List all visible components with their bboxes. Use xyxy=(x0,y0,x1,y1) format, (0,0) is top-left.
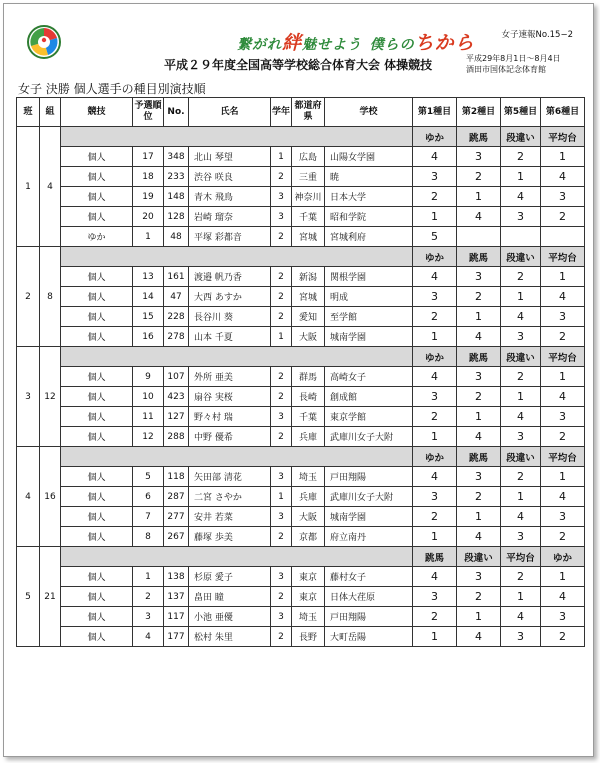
table-row: 個人 11 127 野々村 瑞 3 千葉 東京学館 2 1 4 3 xyxy=(17,407,585,427)
order-table xyxy=(16,97,585,647)
event-label: 跳馬 xyxy=(457,127,501,147)
group-event-row xyxy=(17,547,585,567)
event-label: 段違い xyxy=(501,447,541,467)
event-label: 段違い xyxy=(501,347,541,367)
event-label: ゆか xyxy=(541,547,585,567)
event-label: 跳馬 xyxy=(413,547,457,567)
event-label: 平均台 xyxy=(541,347,585,367)
han-cell: 2 xyxy=(17,247,40,347)
col-event-2: 第2種目 xyxy=(457,98,501,127)
table-row: 個人 3 117 小池 亜優 3 埼玉 戸田翔陽 2 1 4 3 xyxy=(17,607,585,627)
table-row: ゆか 1 48 平塚 彩都音 2 宮城 宮城利府 5 xyxy=(17,227,585,247)
event-label: 平均台 xyxy=(541,127,585,147)
event-label: 平均台 xyxy=(501,547,541,567)
col-pref: 都道府県 xyxy=(292,98,325,127)
group-event-row xyxy=(17,347,585,367)
event-label: 平均台 xyxy=(541,447,585,467)
event-label: 跳馬 xyxy=(457,247,501,267)
kumi-cell: 4 xyxy=(40,127,61,247)
col-kumi: 組 xyxy=(40,98,61,127)
table-row: 個人 18 233 渋谷 咲良 2 三重 暁 3 2 1 4 xyxy=(17,167,585,187)
event-label: ゆか xyxy=(413,127,457,147)
table-row: 個人 4 177 松村 朱里 2 長野 大町岳陽 1 4 3 2 xyxy=(17,627,585,647)
col-no: No. xyxy=(164,98,189,127)
event-date: 平成29年8月1日〜8月4日 xyxy=(466,54,561,63)
kumi-cell: 12 xyxy=(40,347,61,447)
table-row: 個人 2 137 畠田 瞳 2 東京 日体大荏原 3 2 1 4 xyxy=(17,587,585,607)
han-cell: 4 xyxy=(17,447,40,547)
col-event-5: 第5種目 xyxy=(501,98,541,127)
col-kyogi: 競技 xyxy=(61,98,133,127)
table-row: 個人 16 278 山本 千夏 1 大阪 城南学園 1 4 3 2 xyxy=(17,327,585,347)
event-info xyxy=(466,53,561,75)
col-name: 氏名 xyxy=(189,98,271,127)
table-row: 個人 8 267 藤塚 歩美 2 京都 府立南丹 1 4 3 2 xyxy=(17,527,585,547)
table-row: 個人 20 128 岩崎 瑠奈 3 千葉 昭和学院 1 4 3 2 xyxy=(17,207,585,227)
table-row: 個人 13 161 渡邉 帆乃香 2 新潟 関根学園 4 3 2 1 xyxy=(17,267,585,287)
col-grade: 学年 xyxy=(271,98,292,127)
event-label: ゆか xyxy=(413,447,457,467)
col-event-6: 第6種目 xyxy=(541,98,585,127)
table-row: 個人 10 423 扇谷 実桜 2 長崎 創成館 3 2 1 4 xyxy=(17,387,585,407)
group-event-row xyxy=(17,247,585,267)
table-row: 個人 19 148 青木 飛鳥 3 神奈川 日本大学 2 1 4 3 xyxy=(17,187,585,207)
document-sheet xyxy=(3,3,594,757)
table-row: 個人 6 287 二宮 さやか 1 兵庫 武庫川女子大附 3 2 1 4 xyxy=(17,487,585,507)
kumi-cell: 21 xyxy=(40,547,61,647)
event-label: 段違い xyxy=(501,247,541,267)
table-row: 個人 15 228 長谷川 葵 2 愛知 至学館 2 1 4 3 xyxy=(17,307,585,327)
table-row: 個人 14 47 大西 あすか 2 宮城 明成 3 2 1 4 xyxy=(17,287,585,307)
bulletin-number: 女子速報No.15−2 xyxy=(501,30,573,40)
event-label: 跳馬 xyxy=(457,347,501,367)
table-row: 個人 12 288 中野 優希 2 兵庫 武庫川女子大附 1 4 3 2 xyxy=(17,427,585,447)
page-subtitle: 女子 決勝 個人選手の種目別演技順 xyxy=(18,82,206,96)
event-label: ゆか xyxy=(413,247,457,267)
page-title: 平成２９年度全国高等学校総合体育大会 体操競技 xyxy=(164,58,433,72)
table-row: 個人 17 348 北山 琴望 1 広島 山陽女学園 4 3 2 1 xyxy=(17,147,585,167)
col-han: 班 xyxy=(17,98,40,127)
han-cell: 1 xyxy=(17,127,40,247)
col-rank: 予選順位 xyxy=(133,98,164,127)
col-school: 学校 xyxy=(325,98,413,127)
group-event-row xyxy=(17,447,585,467)
table-row: 個人 1 138 杉原 愛子 3 東京 藤村女子 4 3 2 1 xyxy=(17,567,585,587)
kumi-cell: 8 xyxy=(40,247,61,347)
event-label: 跳馬 xyxy=(457,447,501,467)
han-cell: 3 xyxy=(17,347,40,447)
table-row: 個人 7 277 安井 若菜 3 大阪 城南学園 2 1 4 3 xyxy=(17,507,585,527)
event-label: 平均台 xyxy=(541,247,585,267)
slogan: 繋がれ絆魅せよう 僕らのちから xyxy=(237,32,475,54)
event-label: 段違い xyxy=(457,547,501,567)
kumi-cell: 16 xyxy=(40,447,61,547)
event-venue: 酒田市国体記念体育館 xyxy=(466,65,546,74)
header-row xyxy=(17,98,585,127)
han-cell: 5 xyxy=(17,547,40,647)
table-row: 個人 9 107 外所 亜美 2 群馬 高崎女子 4 3 2 1 xyxy=(17,367,585,387)
event-label: ゆか xyxy=(413,347,457,367)
col-event-1: 第1種目 xyxy=(413,98,457,127)
event-label: 段違い xyxy=(501,127,541,147)
group-event-row xyxy=(17,127,585,147)
tournament-logo-icon xyxy=(26,24,62,60)
table-row: 個人 5 118 矢田部 清花 3 埼玉 戸田翔陽 4 3 2 1 xyxy=(17,467,585,487)
